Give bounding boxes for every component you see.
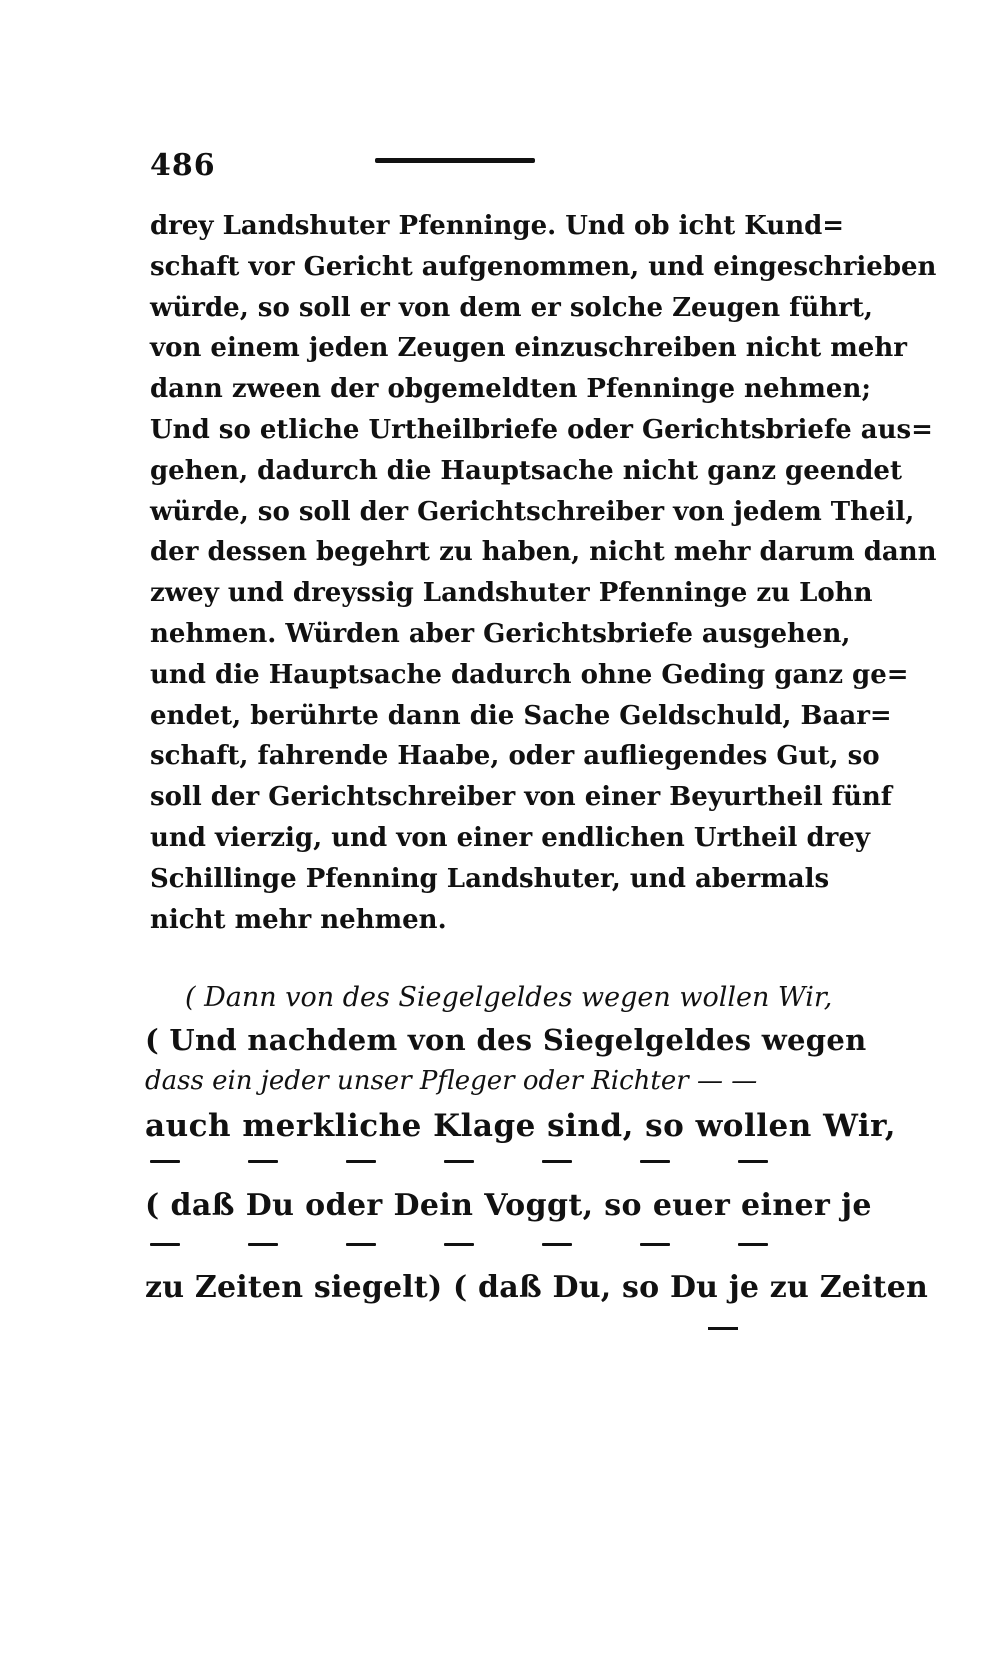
text-line: zwey und dreyssig Landshuter Pfenninge zu Lohn — [150, 578, 873, 609]
omission-dash — [738, 1160, 768, 1163]
omission-dashes — [150, 1160, 770, 1166]
text-line: und die Hauptsache dadurch ohne Geding ganz ge= — [150, 659, 909, 690]
omission-dash — [248, 1160, 278, 1163]
omission-dash — [738, 1243, 768, 1246]
text-line: endet, berührte dann die Sache Geldschuld, Baar= — [150, 700, 892, 731]
omission-dash — [346, 1243, 376, 1246]
main-text — [150, 206, 937, 940]
omission-dash — [150, 1243, 180, 1246]
omission-dash — [346, 1160, 376, 1163]
omission-dash — [640, 1243, 670, 1246]
text-line: Und so etliche Urtheilbriefe oder Gerichtsbriefe aus= — [150, 414, 933, 445]
header-rule — [375, 158, 535, 163]
omission-dash — [150, 1160, 180, 1163]
text-line: Schillinge Pfenning Landshuter, und abermals — [150, 863, 830, 894]
text-line: nehmen. Würden aber Gerichtsbriefe ausgehen, — [150, 618, 851, 649]
variant-note-fraktur: ( daß Du oder Dein Voggt, so euer einer je — [145, 1188, 872, 1223]
text-line: und vierzig, und von einer endlichen Urtheil drey — [150, 822, 871, 853]
omission-dash — [640, 1160, 670, 1163]
omission-dash — [542, 1243, 572, 1246]
variant-note-italic: dass ein jeder unser Pfleger oder Richter — — — [145, 1066, 758, 1096]
text-line: würde, so soll der Gerichtschreiber von jedem Theil, — [150, 496, 915, 527]
text-line: soll der Gerichtschreiber von einer Beyurtheil fünf — [150, 782, 892, 813]
variant-note-italic: ( Dann von des Siegelgeldes wegen wollen Wir, — [185, 982, 833, 1013]
text-line: drey Landshuter Pfenninge. Und ob icht Kund= — [150, 211, 845, 241]
omission-dash — [248, 1243, 278, 1246]
omission-dash — [708, 1327, 738, 1330]
omission-dashes — [150, 1243, 770, 1249]
omission-dash — [542, 1160, 572, 1163]
text-line: würde, so soll er von dem er solche Zeugen führt, — [150, 292, 873, 323]
variant-note-fraktur: zu Zeiten siegelt) ( daß Du, so Du je zu Zeiten — [145, 1270, 929, 1305]
page-number: 486 — [150, 148, 216, 183]
text-line: von einem jeden Zeugen einzuschreiben nicht mehr — [150, 333, 907, 364]
text-line: gehen, dadurch die Hauptsache nicht ganz geendet — [150, 455, 902, 486]
text-line: dann zween der obgemeldten Pfenninge nehmen; — [150, 374, 871, 405]
text-line: nicht mehr nehmen. — [150, 904, 447, 935]
variant-note-fraktur: auch merkliche Klage sind, so wollen Wir, — [145, 1108, 896, 1144]
omission-dash — [444, 1160, 474, 1163]
text-line: schaft, fahrende Haabe, oder aufliegendes Gut, so — [150, 741, 880, 772]
text-line: schaft vor Gericht aufgenommen, und eingeschrieben — [150, 251, 937, 282]
variant-note-fraktur: ( Und nachdem von des Siegelgeldes wegen — [145, 1023, 867, 1057]
text-line: der dessen begehrt zu haben, nicht mehr darum dann — [150, 537, 937, 568]
omission-dash — [444, 1243, 474, 1246]
